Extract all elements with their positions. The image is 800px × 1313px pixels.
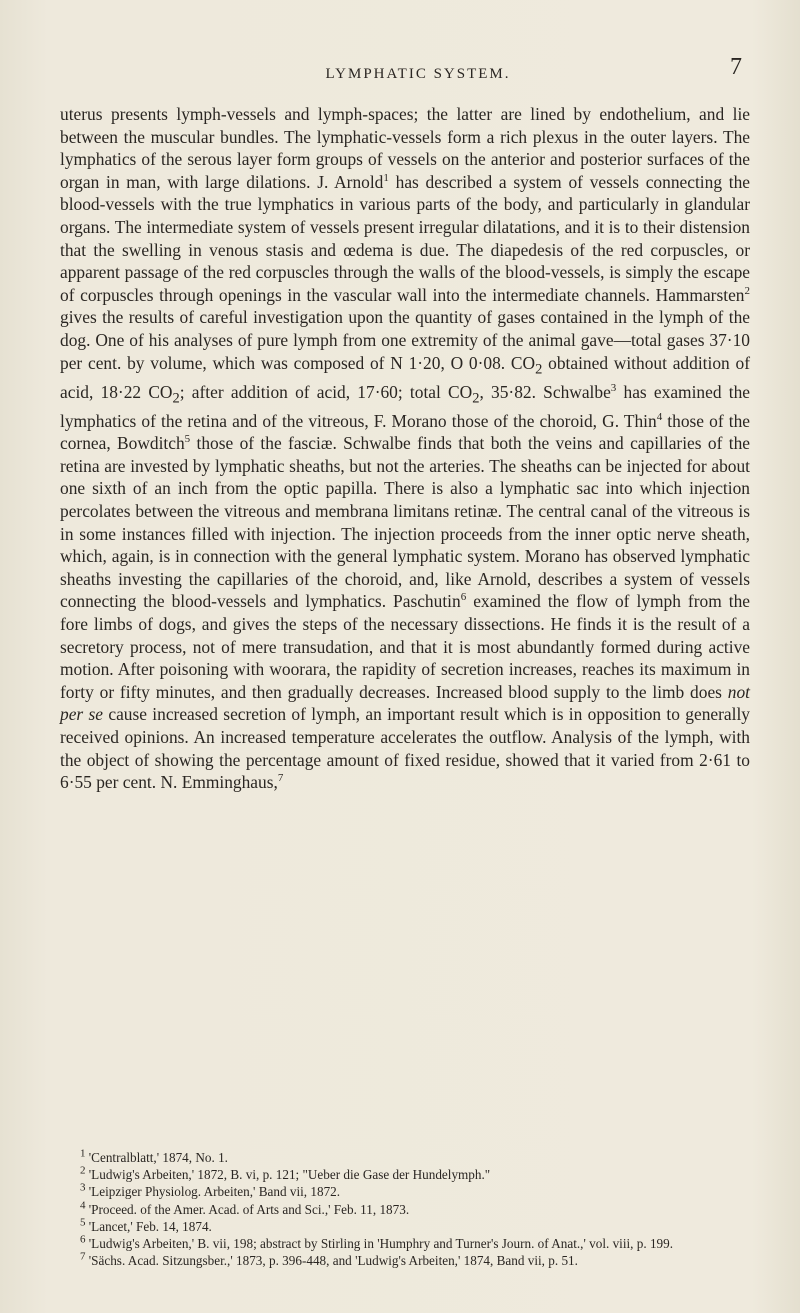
page-header	[90, 54, 746, 90]
footnote-text: 'Centralblatt,' 1874, No. 1.	[85, 1150, 228, 1165]
page-number: 7	[730, 54, 742, 80]
footnote-text: 'Sächs. Acad. Sitzungsber.,' 1873, p. 396-448, and 'Ludwig's Arbeiten,' 1874, Band vii, p. 51.	[85, 1253, 578, 1269]
footnote-number: 5	[80, 1216, 86, 1229]
footnote-ref: 4	[656, 410, 663, 423]
footnote-ref: 3	[610, 381, 617, 394]
footnote-number: 2	[80, 1164, 86, 1177]
footnote-ref: 2	[744, 284, 750, 297]
subscript: 2	[535, 361, 543, 377]
footnote-ref: 5	[184, 433, 191, 446]
footnote	[60, 1235, 750, 1252]
footnote	[60, 1201, 750, 1218]
footnote-number: 4	[80, 1199, 86, 1212]
subscript: 2	[472, 390, 480, 407]
text-run: examined the flow of lymph from the fore limbs of dogs, and gives the steps of the necessary dissections. He finds it is the result of a secretory process, not of mere transudation, and that it is most abundantly formed during active motion. After poisoning with woorara, the rapidity of secretion increases, reaches its maximum in forty or fifty minutes, and then gradually decreases. Increased blood supply to the limb does	[60, 591, 750, 702]
footnote-number: 1	[80, 1147, 86, 1160]
footnote-number: 3	[80, 1182, 86, 1195]
running-head: LYMPHATIC SYSTEM.	[325, 66, 511, 82]
body-paragraph	[60, 103, 750, 794]
footnote	[60, 1252, 750, 1269]
footnote	[60, 1218, 750, 1235]
footnote-text: 'Ludwig's Arbeiten,' B. vii, 198; abstract by Stirling in 'Humphry and Turner's Journ. of Anat.,' vol. viii, p. 199.	[85, 1236, 674, 1252]
italic-phrase: not per se	[60, 681, 750, 725]
footnote-text: 'Proceed. of the Amer. Acad. of Arts and Sci.,' Feb. 11, 1873.	[85, 1201, 410, 1217]
text-run: those of the cornea, Bowditch	[60, 410, 750, 454]
text-run: ; after addition of acid, 17·60; total CO	[179, 381, 473, 402]
footnote-number: 6	[80, 1233, 86, 1246]
text-run: , 35·82. Schwalbe	[479, 381, 611, 402]
footnote-text: 'Leipziger Physiolog. Arbeiten,' Band vii, 1872.	[85, 1184, 341, 1200]
footnote-ref: 6	[460, 591, 467, 604]
text-run: has examined the lymphatics of the retina and of the vitreous, F. Morano those of the choroid, G. Thin	[60, 381, 750, 431]
text-run: gives the results of careful investigation upon the quantity of gases contained in the lymph of the dog. One of his analyses of pure lymph from one extremity of the animal gave—total gases 37·10 per cent. by volume, which was composed of N 1·20, O 0·08. CO	[60, 307, 750, 373]
footnote	[60, 1166, 750, 1183]
footnote	[60, 1149, 750, 1166]
footnote-ref: 7	[277, 772, 284, 785]
subscript: 2	[172, 390, 180, 407]
footnotes	[60, 1149, 750, 1269]
footnote-number: 7	[80, 1250, 86, 1263]
footnote-ref: 1	[383, 171, 389, 184]
footnote-text: 'Ludwig's Arbeiten,' 1872, B. vi, p. 121; "Ueber die Gase der Hundelymph."	[85, 1167, 491, 1183]
text-run: uterus presents lymph-vessels and lymph-spaces; the latter are lined by endothelium, and lie between the muscular bundles. The lymphatic-vessels form a rich plexus in the outer layers. The lymphatics of the serous layer form groups of vessels on the anterior and posterior surfaces of the organ in man, with large dilations. J. Arnold	[60, 104, 750, 192]
text-run: has described a system of vessels connecting the blood-vessels with the true lymphatics in various parts of the body, and particularly in glandular organs. The intermediate system of vessels present irregular dilatations, and it is to their distension that the swelling in venous stasis and œdema is due. The diapedesis of the red corpuscles, or apparent passage of the red corpuscles through the walls of the blood-vessels, is simply the escape of corpuscles through openings in the vascular wall into the intermediate channels. Hammarsten	[60, 171, 751, 305]
text-run: obtained without addition of acid, 18·22 CO	[60, 352, 750, 402]
footnote-text: 'Lancet,' Feb. 14, 1874.	[85, 1218, 212, 1234]
text-run: those of the fasciæ. Schwalbe finds that both the veins and capillaries of the retina are invested by lymphatic sheaths, but not the arteries. The sheaths can be injected for about one sixth of an inch from the optic papilla. There is also a lymphatic sac into which injection percolates between the vitreous and membrana limitans retinæ. The central canal of the vitreous is in some instances filled with injection. The injection proceeds from the inner optic nerve sheath, which, again, is in connection with the general lymphatic system. Morano has observed lymphatic sheaths investing the capillaries of the choroid, and, like Arnold, describes a system of vessels connecting the blood-vessels and lymphatics. Paschutin	[60, 433, 750, 612]
text-run: cause increased secretion of lymph, an important result which is in opposition to generally received opinions. An increased temperature accelerates the outflow. Analysis of the lymph, with the object of showing the percentage amount of fixed residue, showed that it varied from 2·61 to 6·55 per cent. N. Emminghaus,	[60, 704, 750, 793]
footnote	[60, 1183, 750, 1200]
